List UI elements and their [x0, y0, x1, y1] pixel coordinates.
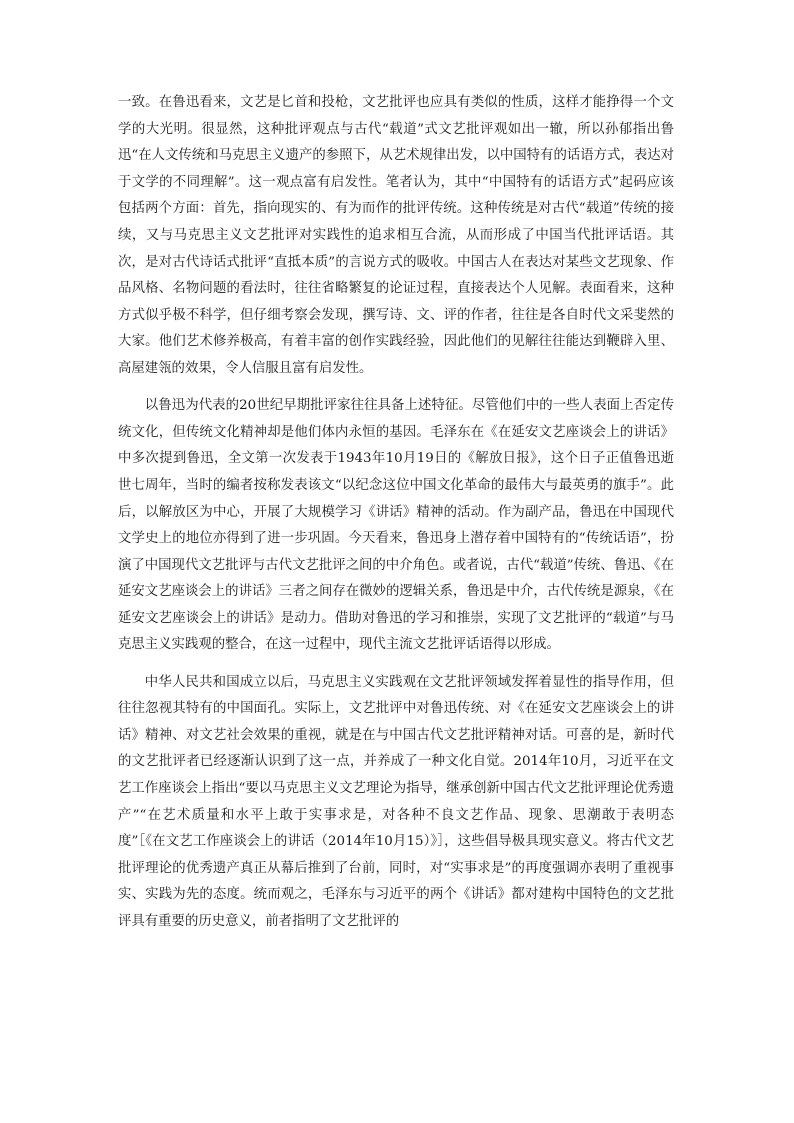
- paragraph: 中华人民共和国成立以后，马克思主义实践观在文艺批评领域发挥着显性的指导作用，但往往忽视其特有的中国面孔。实际上，文艺批评中对鲁迅传统、对《在延安文艺座谈会上的讲话》精神、对文艺社会效果的重视，就是在与中国古代文艺批评精神对话。可喜的是，新时代的文艺批评者已经逐渐认识到了这一点，并养成了一种文化自觉。2014年10月，习近平在文艺工作座谈会上指出“要以马克思主义文艺理论为指导，继承创新中国古代文艺批评理论优秀遗产”“在艺术质量和水平上敢于实事求是，对各种不良文艺作品、现象、思潮敢于表明态度”［《在文艺工作座谈会上的讲话（2014年10月15）》］，这些倡导极具现实意义。将古代文艺批评理论的优秀遗产真正从幕后推到了台前，同时，对“实事求是”的再度强调亦表明了重视事实、实践为先的态度。统而观之，毛泽东与习近平的两个《讲话》都对建构中国特色的文艺批评具有重要的历史意义，前者指明了文艺批评的: [118, 674, 674, 929]
- body-text: [118, 90, 674, 936]
- paragraph: 以鲁迅为代表的20世纪早期批评家往往具备上述特征。尽管他们中的一些人表面上否定传统文化，但传统文化精神却是他们体内永恒的基因。毛泽东在《在延安文艺座谈会上的讲话》中多次提到鲁迅，全文第一次发表于1943年10月19日的《解放日报》，这个日子正值鲁迅逝世七周年，当时的编者按称发表该文“以纪念这位中国文化革命的最伟大与最英勇的旗手”。此后，以解放区为中心，开展了大规模学习《讲话》精神的活动。作为副产品，鲁迅在中国现代文学史上的地位亦得到了进一步巩固。今天看来，鲁迅身上潜存着中国特有的“传统话语”，扮演了中国现代文艺批评与古代文艺批评之间的中介角色。或者说，古代“载道”传统、鲁迅、《在延安文艺座谈会上的讲话》三者之间存在微妙的逻辑关系，鲁迅是中介，古代传统是源泉，《在延安文艺座谈会上的讲话》是动力。借助对鲁迅的学习和推崇，实现了文艺批评的“载道”与马克思主义实践观的整合，在这一过程中，现代主流文艺批评话语得以形成。: [118, 398, 675, 653]
- paragraph: 一致。在鲁迅看来，文艺是匕首和投枪，文艺批评也应具有类似的性质，这样才能挣得一个文学的大光明。很显然，这种批评观点与古代“载道”式文艺批评观如出一辙，所以孙郁指出鲁迅“在人文传统和马克思主义遗产的参照下，从艺术规律出发，以中国特有的话语方式，表达对于文学的不同理解”。这一观点富有启发性。笔者认为，其中“中国特有的话语方式”起码应该包括两个方面：首先，指向现实的、有为而作的批评传统。这种传统是对古代“载道”传统的接续，又与马克思主义文艺批评对实践性的追求相互合流，从而形成了中国当代批评话语。其次，是对古代诗话式批评“直抵本质”的言说方式的吸收。中国古人在表达对某些文艺现象、作品风格、名物问题的看法时，往往省略繁复的论证过程，直接表达个人见解。表面看来，这种方式似乎极不科学，但仔细考察会发现，撰写诗、文、评的作者，往往是各自时代文采斐然的大家。他们艺术修养极高，有着丰富的创作实践经验，因此他们的见解往往能达到鞭辟入里、高屋建瓴的效果，令人信服且富有启发性。: [118, 95, 674, 376]
